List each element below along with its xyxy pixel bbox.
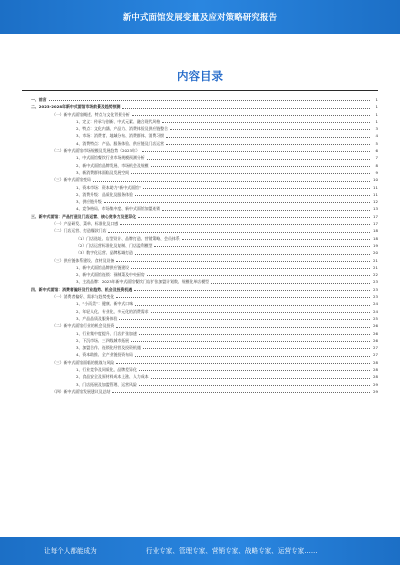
toc-entry-label: 1、“小而美”：健康、新中式口味: [76, 301, 134, 307]
toc-row[interactable]: [22, 249, 378, 256]
toc-leader-dots: [151, 166, 370, 167]
toc-entry-label: 1、行业竞争及同质化、品牌差异化: [76, 366, 137, 372]
toc-entry-label: （1）门店选址、店型设计、品牌打造、营销策略、会员体系: [76, 235, 180, 241]
toc-leader-dots: [120, 224, 370, 225]
toc-leader-dots: [131, 173, 370, 174]
toc-entry-label: 2、消费升级：品质化及服务体验: [76, 191, 133, 197]
toc-row[interactable]: [22, 147, 378, 154]
toc-leader-dots: [134, 290, 370, 291]
toc-page-number: 23: [373, 294, 378, 300]
toc-leader-dots: [147, 159, 370, 160]
footer-banner: [0, 537, 400, 565]
toc-entry-label: 4、消费特点：产品、服务体验、供应链及门店运营: [76, 140, 165, 146]
toc-entry-label: 2、新中式面馆品牌发展、市场机会及规模: [76, 162, 149, 168]
toc-entry-label: 二、2023-2028年新中式面馆市场前景及趋势预测: [31, 104, 121, 110]
toc-entry-label: 1、资本市场：资本助力“新中式面馆”: [76, 184, 141, 190]
toc-leader-dots: [131, 268, 370, 269]
toc-leader-dots: [170, 129, 370, 130]
table-of-contents: [22, 96, 378, 528]
toc-page-number: 5: [375, 140, 378, 146]
toc-divider: [22, 90, 378, 91]
toc-leader-dots: [135, 356, 370, 357]
toc-leader-dots: [135, 195, 370, 196]
toc-leader-dots: [139, 334, 370, 335]
toc-row[interactable]: [22, 330, 378, 337]
toc-entry-label: （三）供应链体系建设、食材及设备: [52, 257, 115, 263]
toc-row[interactable]: [22, 315, 378, 322]
toc-leader-dots: [211, 283, 370, 284]
toc-page-number: 17: [373, 213, 378, 219]
toc-entry-label: 一、前言: [31, 97, 47, 102]
toc-page-number: 27: [373, 345, 378, 351]
toc-row[interactable]: [22, 278, 378, 285]
toc-row[interactable]: [22, 191, 378, 198]
toc-page-number: 11: [373, 191, 378, 197]
toc-row[interactable]: [22, 220, 378, 227]
toc-page-number: 26: [373, 337, 378, 343]
toc-leader-dots: [138, 217, 370, 218]
toc-leader-dots: [108, 232, 370, 233]
toc-page-number: 19: [373, 242, 378, 248]
toc-leader-dots: [162, 122, 370, 123]
toc-row[interactable]: [22, 176, 378, 183]
toc-entry-label: 2、年轻人化、专业化、多元化的消费需求: [76, 308, 149, 314]
toc-leader-dots: [139, 370, 370, 371]
toc-entry-label: 4、资本助推、全产业链投资布局: [76, 352, 133, 358]
toc-page-number: 24: [373, 301, 378, 307]
toc-page-number: 18: [373, 228, 378, 234]
toc-page-number: 1: [375, 97, 378, 102]
toc-row[interactable]: [22, 118, 378, 125]
footer-roles: 行业专家、管理专家、营销专家、战略专家、运营专家……: [146, 547, 318, 555]
toc-row[interactable]: [22, 213, 378, 220]
toc-leader-dots: [119, 319, 370, 320]
toc-leader-dots: [116, 261, 370, 262]
toc-row[interactable]: [22, 103, 378, 110]
toc-page-number: 27: [373, 352, 378, 358]
toc-entry-label: 1、行业集中度提升、门店扩张加速: [76, 330, 137, 336]
toc-heading: 内容目录: [177, 69, 223, 83]
toc-row[interactable]: [22, 242, 378, 249]
toc-row[interactable]: [22, 300, 378, 307]
toc-page-number: 20: [373, 250, 378, 256]
toc-leader-dots: [166, 144, 370, 145]
toc-leader-dots: [135, 305, 370, 306]
toc-row[interactable]: [22, 359, 378, 366]
toc-page-number: 26: [373, 323, 378, 329]
toc-entry-label: 三、新中式面馆：产品打造及门店运营、核心竞争力及差异化: [31, 213, 137, 219]
toc-entry-label: 3、市场：消费者、地域分布、消费群体、消费习惯: [76, 133, 165, 139]
toc-leader-dots: [49, 100, 370, 101]
toc-leader-dots: [162, 210, 370, 211]
toc-entry-label: 1、新中式面馆品牌供应链建设: [76, 264, 130, 270]
toc-leader-dots: [143, 348, 370, 349]
toc-entry-label: （二）新中式面馆行业的机会及投资: [52, 323, 115, 329]
toc-leader-dots: [139, 385, 370, 386]
toc-leader-dots: [147, 275, 370, 276]
footer-slogan: 让每个人都能成为: [44, 547, 97, 555]
toc-entry-label: （一）消费者偏好、需求与趋势变化: [52, 294, 115, 300]
toc-entry-label: （三）新中式面馆变局: [52, 177, 91, 183]
toc-row[interactable]: [22, 125, 378, 132]
toc-page-number: 29: [373, 388, 378, 394]
toc-entry-label: 1、中式面馆餐饮行业市场规模预测分析: [76, 155, 145, 161]
toc-row[interactable]: [22, 381, 378, 388]
toc-leader-dots: [116, 297, 370, 298]
toc-entry-label: 3、门店拓展及加盟管理、运营风险: [76, 381, 137, 387]
toc-row[interactable]: [22, 271, 378, 278]
toc-page-number: 9: [375, 169, 378, 175]
toc-leader-dots: [151, 312, 370, 313]
toc-entry-label: 3、产品品质及服务体验: [76, 315, 118, 321]
toc-page-number: 3: [375, 126, 378, 132]
toc-entry-label: （一）新中式面馆概述、特点与文化背景分析: [52, 111, 130, 117]
report-title: 新中式面馆发展变量及应对策略研究报告: [122, 12, 278, 22]
toc-row[interactable]: [22, 140, 378, 147]
toc-entry-label: 3、主流品牌：2023年新中式面馆餐饮门店扩张加盟计划数、规模化单店模型: [76, 279, 209, 285]
toc-row[interactable]: [22, 132, 378, 139]
toc-page-number: 26: [373, 330, 378, 336]
toc-row[interactable]: [22, 344, 378, 351]
toc-entry-label: 2、新中式面馆连锁：预制菜及中央厨房: [76, 272, 145, 278]
toc-entry-label: 3、新消费群体面临及发展空间: [76, 169, 130, 175]
toc-page-number: 7: [375, 155, 378, 161]
toc-row[interactable]: [22, 184, 378, 191]
toc-page-number: 28: [373, 374, 378, 380]
toc-leader-dots: [116, 363, 370, 364]
toc-entry-label: 四、新中式面馆：消费者偏好及行业趋势、机会及投资机遇: [31, 286, 133, 292]
toc-entry-label: 3、供应链升级: [76, 199, 102, 205]
toc-page-number: 22: [373, 272, 378, 278]
toc-page-number: 29: [373, 381, 378, 387]
toc-page-number: 4: [375, 133, 378, 139]
toc-row[interactable]: [22, 96, 378, 103]
toc-leader-dots: [142, 151, 370, 152]
toc-leader-dots: [131, 341, 370, 342]
toc-page-number: 28: [373, 366, 378, 372]
toc-row[interactable]: [22, 257, 378, 264]
toc-leader-dots: [93, 181, 370, 182]
toc-entry-label: 4、竞争格局、市场集中度、新中式面馆加盟连锁: [76, 206, 161, 212]
toc-page-number: 1: [375, 118, 378, 124]
toc-page-number: 21: [373, 264, 378, 270]
toc-row[interactable]: [22, 169, 378, 176]
toc-entry-label: 1、定义：传承与创新、中式元素、融合现代风格: [76, 118, 161, 124]
toc-entry-label: 2、特点：文化内涵、产品力、消费体验及供应链整合: [76, 126, 168, 132]
toc-leader-dots: [135, 254, 370, 255]
toc-page-number: 10: [373, 177, 378, 183]
toc-entry-label: 2、食品安全及原材料成本上涨、人力成本: [76, 374, 149, 380]
toc-entry-label: 3、加盟合作、连锁化经营及投资机遇: [76, 345, 141, 351]
toc-row[interactable]: [22, 111, 378, 118]
toc-entry-label: （2）门店运营标准化及复制、门店盈利模型: [76, 242, 153, 248]
toc-row[interactable]: [22, 337, 378, 344]
toc-page-number: 12: [373, 199, 378, 205]
toc-page-number: 18: [373, 235, 378, 241]
toc-leader-dots: [112, 392, 370, 393]
toc-entry-label: 2、下沉市场、三四线城市拓展: [76, 337, 130, 343]
toc-row[interactable]: [22, 366, 378, 373]
toc-page-number: 24: [373, 308, 378, 314]
toc-entry-label: （3）数字化运营、品牌私域打造: [76, 250, 133, 256]
toc-leader-dots: [154, 246, 370, 247]
toc-page-number: 23: [373, 279, 378, 285]
toc-row[interactable]: [22, 162, 378, 169]
toc-row[interactable]: [22, 308, 378, 315]
toc-entry-label: （三）新中式面馆面临的挑战与风险: [52, 359, 115, 365]
toc-page-number: 1: [375, 104, 378, 110]
toc-row[interactable]: [22, 198, 378, 205]
toc-page-number: 28: [373, 359, 378, 365]
toc-leader-dots: [122, 108, 370, 109]
toc-page-number: 17: [373, 221, 378, 227]
toc-entry-label: （四）新中式面馆发展建议及总结: [52, 388, 111, 394]
toc-page-number: 23: [373, 286, 378, 292]
toc-leader-dots: [104, 202, 370, 203]
toc-row[interactable]: [22, 286, 378, 293]
toc-leader-dots: [143, 188, 370, 189]
toc-row[interactable]: [22, 227, 378, 234]
toc-row[interactable]: [22, 388, 378, 395]
toc-row[interactable]: [22, 154, 378, 161]
toc-entry-label: （二）新中式面馆市场规模及发展趋势（2023年）: [52, 148, 140, 154]
toc-page-number: 25: [373, 315, 378, 321]
toc-entry-label: （二）门店运营、打造爆款门店: [52, 228, 107, 234]
toc-row[interactable]: [22, 351, 378, 358]
toc-leader-dots: [182, 239, 370, 240]
toc-page-number: 11: [373, 184, 378, 190]
toc-row[interactable]: [22, 235, 378, 242]
toc-entry-label: （一）产品研发、菜单、标准化及口感: [52, 221, 119, 227]
toc-row[interactable]: [22, 264, 378, 271]
toc-row[interactable]: [22, 293, 378, 300]
toc-leader-dots: [132, 115, 370, 116]
toc-page-number: 21: [373, 257, 378, 263]
toc-page-number: 8: [375, 162, 378, 168]
toc-page-number: 6: [375, 148, 378, 154]
toc-row[interactable]: [22, 322, 378, 329]
toc-page-number: 13: [373, 206, 378, 212]
toc-leader-dots: [166, 137, 370, 138]
toc-row[interactable]: [22, 373, 378, 380]
toc-page-number: 1: [375, 111, 378, 117]
toc-leader-dots: [151, 378, 370, 379]
toc-row[interactable]: [22, 205, 378, 212]
report-header: [0, 0, 400, 34]
toc-leader-dots: [116, 327, 370, 328]
